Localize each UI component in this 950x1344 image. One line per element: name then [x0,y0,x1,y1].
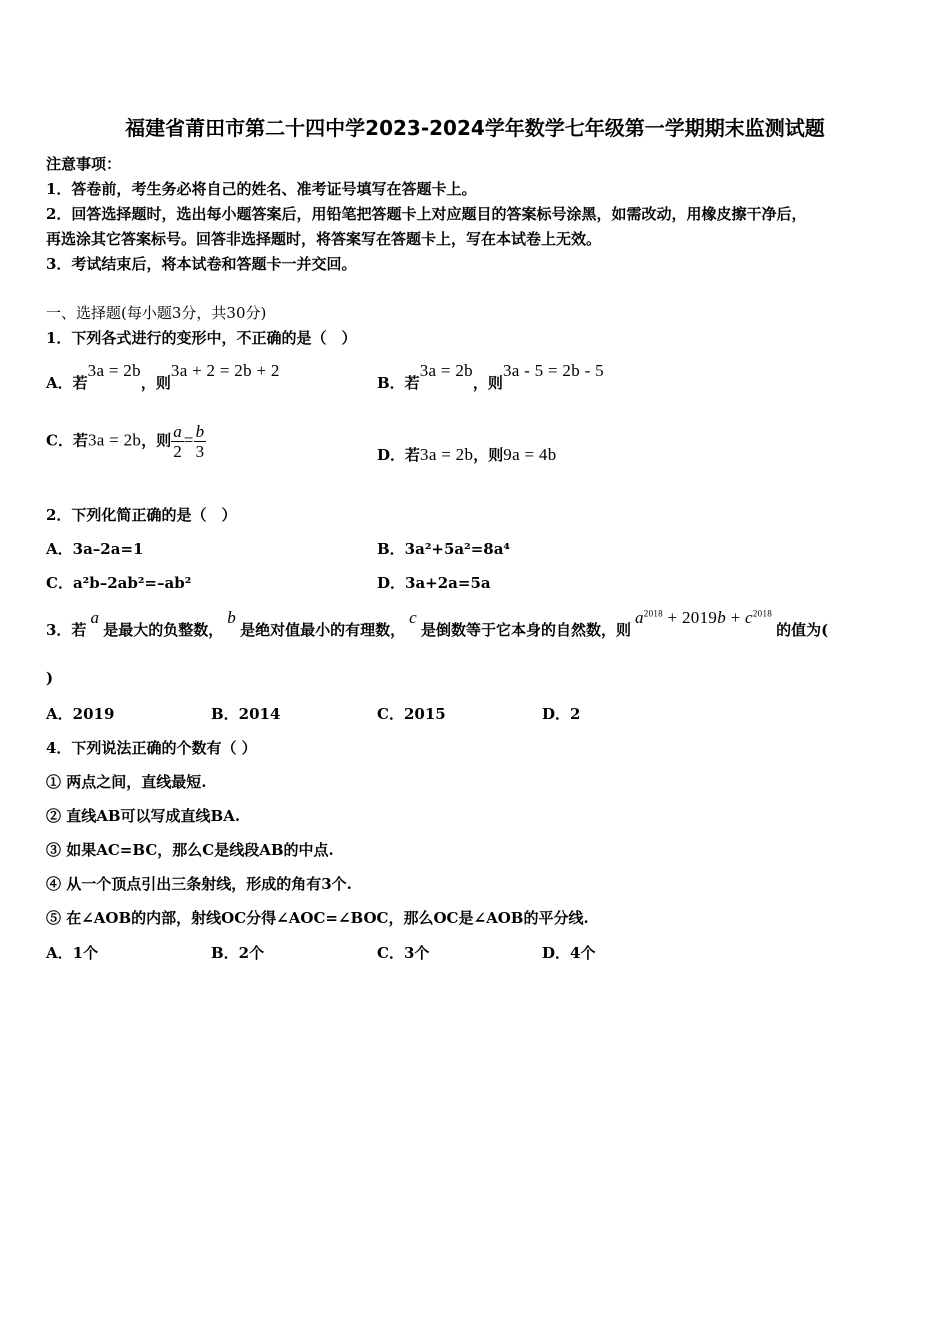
q1-option-b [377,361,604,393]
q3-option-a: A．2019 [46,705,115,723]
note-item: 2．回答选择题时，选出每小题答案后，用铅笔把答题卡上对应题目的答案标号涂黑，如需改动，用橡皮擦干净后， [46,205,807,223]
q2-option-d: D．3a+2a=5a [377,574,491,592]
then-label: ，则 [473,446,504,464]
option-label: C．若 [46,431,88,450]
note-item: 1．答卷前，考生务必将自己的姓名、准考证号填写在答题卡上。 [46,180,477,198]
statement-item: ⑤ 在∠AOB的内部，射线OC分得∠AOC=∠BOC，那么OC是∠AOB的平分线. [46,909,589,927]
then-label: ，则 [472,374,503,392]
numerator: b [195,422,205,441]
option-label: A．若 [46,374,88,392]
note-item: 3．考试结束后，将本试卷和答题卡一并交回。 [46,255,357,273]
math-result: 9a = 4b [503,445,557,464]
numerator: a [173,422,182,441]
denominator: 2 [173,442,182,461]
then-label: ，则 [140,374,171,392]
question-3-close: ) [46,669,54,687]
question-3-stem [46,608,829,640]
statement-item: ② 直线AB可以写成直线BA. [46,807,241,825]
statement-item: ③ 如果AC=BC，那么C是线段AB的中点. [46,841,334,859]
q3-option-b: B．2014 [211,705,281,723]
math-condition: 3a = 2b [87,361,141,380]
variable-c: c [409,608,417,627]
exponent: 2018 [643,608,663,619]
stem-text: 是倒数等于它本身的自然数，则 [420,621,631,639]
statement-item: ④ 从一个顶点引出三条射线，形成的角有3个. [46,875,352,893]
variable-a: a [90,608,100,627]
stem-text: 3．若 [46,621,87,639]
math-result: 3a - 5 = 2b - 5 [502,361,604,380]
math-expression [631,608,776,627]
note-item: 再选涂其它答案标号。回答非选择题时，将答案写在答题卡上，写在本试卷上无效。 [46,230,602,248]
expression-term: + 2019 [667,608,718,627]
question-2-stem: 2．下列化简正确的是（ ） [46,506,237,524]
fraction-b-over-3 [194,422,207,461]
q1-option-a [46,361,280,393]
stem-text: 是最大的负整数， [103,621,224,639]
q1-option-c [46,422,206,461]
q4-option-c: C．3个 [377,944,430,962]
section-heading: 一、选择题(每小题3分，共30分) [46,304,267,322]
q2-option-c: C．a²b–2ab²=–ab² [46,574,192,592]
question-4-stem: 4．下列说法正确的个数有（ ） [46,739,257,757]
equals-sign: = [183,430,194,450]
stem-text: 的值为( [776,621,829,639]
q2-option-a: A．3a–2a=1 [46,540,144,558]
q3-option-c: C．2015 [377,705,446,723]
page-title: 福建省莆田市第二十四中学2023-2024学年数学七年级第一学期期末监测试题 [125,116,825,140]
notes-heading: 注意事项： [46,155,122,173]
math-condition: 3a = 2b [420,445,474,464]
fraction-a-over-2 [171,422,184,461]
denominator: 3 [195,442,205,461]
q3-option-d: D．2 [542,705,581,723]
exponent: 2018 [752,608,773,619]
variable-a: a [634,608,644,627]
statement-item: ① 两点之间，直线最短. [46,773,207,791]
math-condition: 3a = 2b [419,361,473,380]
question-1-stem: 1．下列各式进行的变形中，不正确的是（ ） [46,329,357,347]
variable-b: b [227,608,237,627]
variable-b: b [717,608,726,627]
option-label: D．若 [377,446,421,464]
stem-text: 是绝对值最小的有理数， [240,621,406,639]
q4-option-a: A．1个 [46,944,99,962]
variable-c: c [745,608,753,627]
math-result: 3a + 2 = 2b + 2 [170,361,280,380]
then-label: ，则 [141,431,172,450]
q4-option-d: D．4个 [542,944,596,962]
q2-option-b: B．3a²+5a²=8a⁴ [377,540,510,558]
math-condition: 3a = 2b [87,430,142,450]
option-label: B．若 [377,374,420,392]
q4-option-b: B．2个 [211,944,265,962]
q1-option-d [377,444,557,465]
plus-sign: + [730,608,741,627]
